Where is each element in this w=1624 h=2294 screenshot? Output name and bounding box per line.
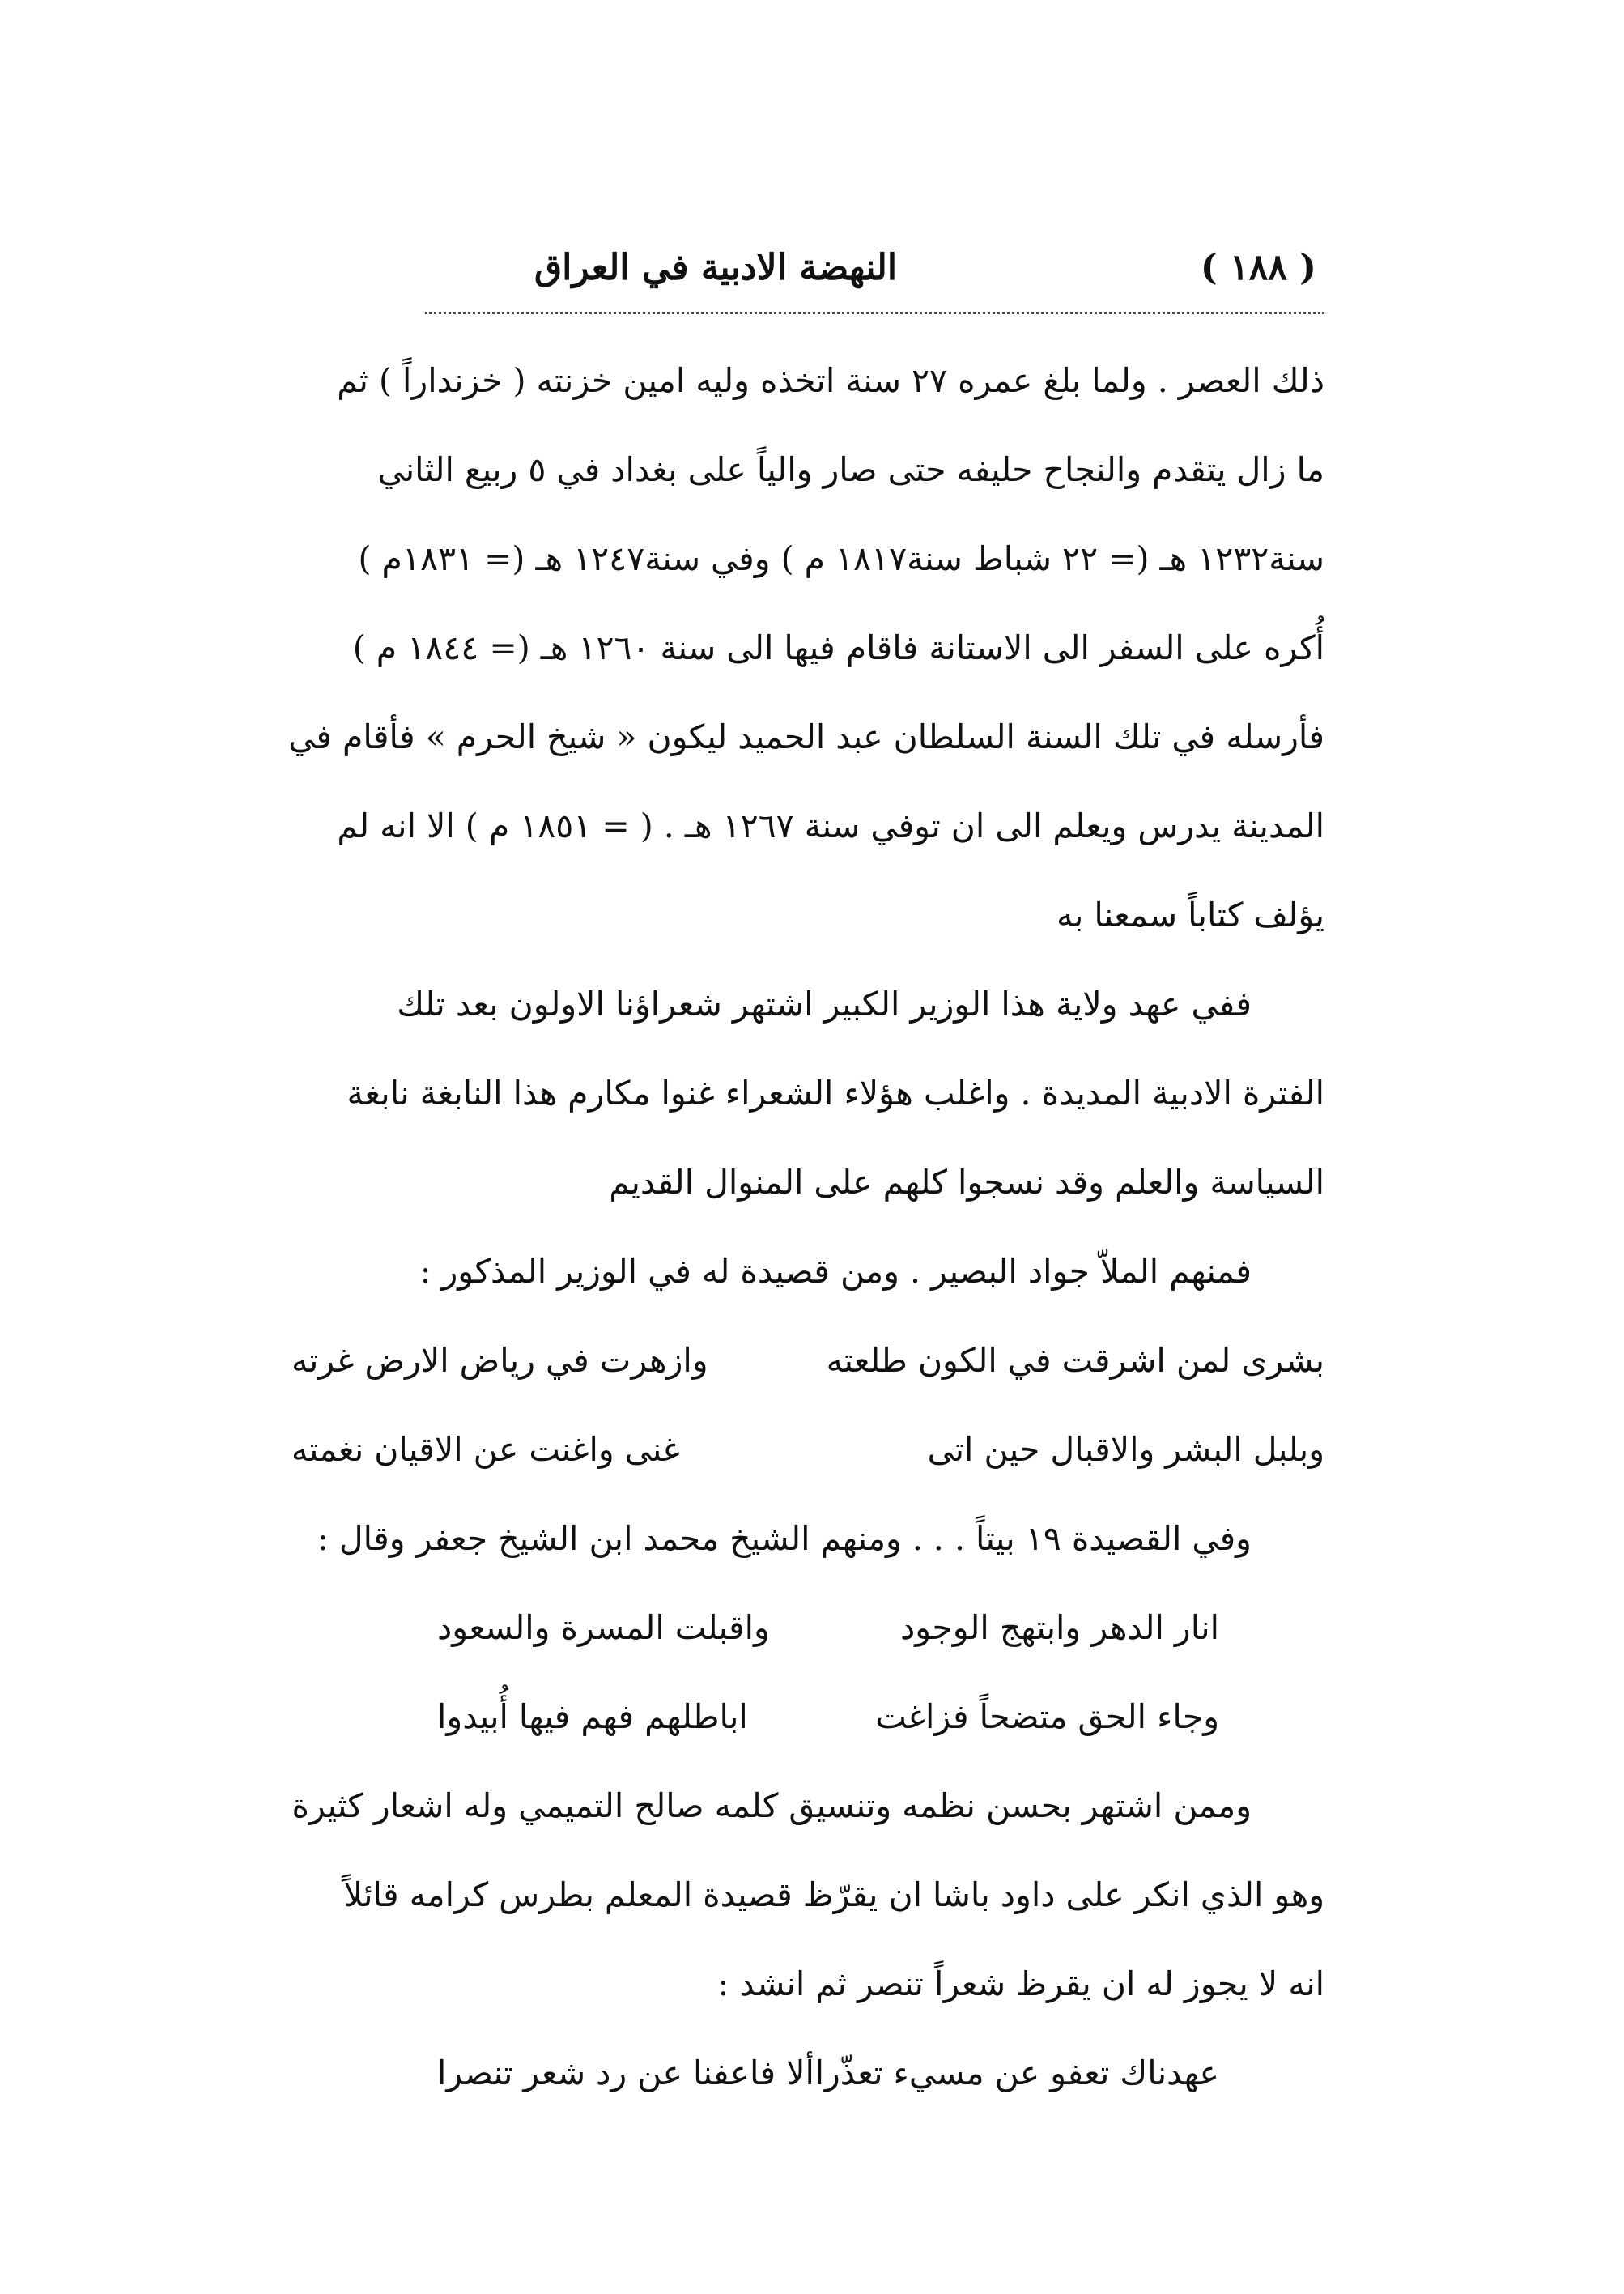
text-line: سنة١٢٣٢ هـ (= ٢٢ شباط سنة١٨١٧ م ) وفي سنة١٢٤٧ هـ (= ١٨٣١م )	[358, 539, 1324, 578]
text-line: فأرسله في تلك السنة السلطان عبد الحميد ليكون « شيخ الحرم » فأقام في	[288, 717, 1324, 756]
page-body	[275, 336, 1324, 2117]
text-line: يؤلف كتاباً سمعنا به	[1056, 896, 1324, 934]
paragraph-2	[275, 960, 1324, 1227]
text-line: المدينة يدرس ويعلم الى ان توفي سنة ١٢٦٧ هـ . ( = ١٨٥١ م ) الا انه لم	[337, 807, 1324, 845]
text-line: ما زال يتقدم والنجاح حليفه حتى صار والياً على بغداد في ٥ ربيع الثاني	[377, 450, 1324, 489]
verse-second-hemistich: غنى واغنت عن الاقيان نغمته	[291, 1430, 680, 1469]
paragraph-3: فمنهم الملاّ جواد البصير . ومن قصيدة له في الوزير المذكور :	[419, 1252, 1252, 1291]
poem-2	[275, 1583, 1324, 1761]
verse	[275, 1583, 1324, 1672]
verse-first-hemistich: انار الدهر وابتهج الوجود	[899, 1608, 1219, 1647]
text-line: وممن اشتهر بحسن نظمه وتنسيق كلمه صالح التميمي وله اشعار كثيرة	[291, 1786, 1252, 1825]
text-line: ففي عهد ولاية هذا الوزير الكبير اشتهر شعراؤنا الاولون بعد تلك	[397, 985, 1252, 1024]
verse-first-hemistich: بشرى لمن اشرقت في الكون طلعته	[826, 1341, 1324, 1380]
text-line: الفترة الادبية المديدة . واغلب هؤلاء الشعراء غنوا مكارم هذا النابغة نابغة	[346, 1074, 1324, 1113]
text-line: أُكره على السفر الى الاستانة فاقام فيها الى سنة ١٢٦٠ هـ (= ١٨٤٤ م )	[352, 628, 1324, 667]
text-line: السياسة والعلم وقد نسجوا كلهم على المنوال القديم	[609, 1163, 1324, 1202]
text-line: انه لا يجوز له ان يقرظ شعراً تنصر ثم انشد :	[717, 1964, 1324, 2003]
running-title: النهضة الادبية في العراق	[534, 246, 898, 288]
verse-first-hemistich: عهدناك تعفو عن مسيء تعذّرا	[814, 2054, 1219, 2092]
paragraph-1	[275, 336, 1324, 960]
verse	[275, 1405, 1324, 1494]
verse-second-hemistich: واقبلت المسرة والسعود	[437, 1608, 770, 1647]
verse	[275, 1672, 1324, 1761]
header-divider	[425, 312, 1324, 314]
verse	[275, 1316, 1324, 1405]
page-header	[291, 235, 1316, 300]
paragraph-5	[275, 1761, 1324, 2028]
page-number: ( ١٨٨ )	[1200, 246, 1316, 288]
verse-second-hemistich: ألا فاعفنا عن رد شعر تنصرا	[437, 2054, 814, 2092]
paragraph-4: وفي القصيدة ١٩ بيتاً . . . ومنهم الشيخ محمد ابن الشيخ جعفر وقال :	[317, 1519, 1252, 1558]
verse-second-hemistich: وازهرت في رياض الارض غرته	[291, 1341, 708, 1380]
verse-first-hemistich: وبلبل البشر والاقبال حين اتى	[927, 1430, 1324, 1469]
text-line: ذلك العصر . ولما بلغ عمره ٢٧ سنة اتخذه وليه امين خزنته ( خزنداراً ) ثم	[337, 361, 1324, 400]
poem-3	[275, 2028, 1324, 2117]
verse-first-hemistich: وجاء الحق متضحاً فزاغت	[875, 1697, 1219, 1736]
verse	[275, 2028, 1324, 2117]
text-line: وهو الذي انكر على داود باشا ان يقرّظ قصيدة المعلم بطرس كرامه قائلاً	[343, 1875, 1324, 1914]
verse-second-hemistich: اباطلهم فهم فيها أُبيدوا	[437, 1697, 748, 1736]
poem-1	[275, 1316, 1324, 1494]
